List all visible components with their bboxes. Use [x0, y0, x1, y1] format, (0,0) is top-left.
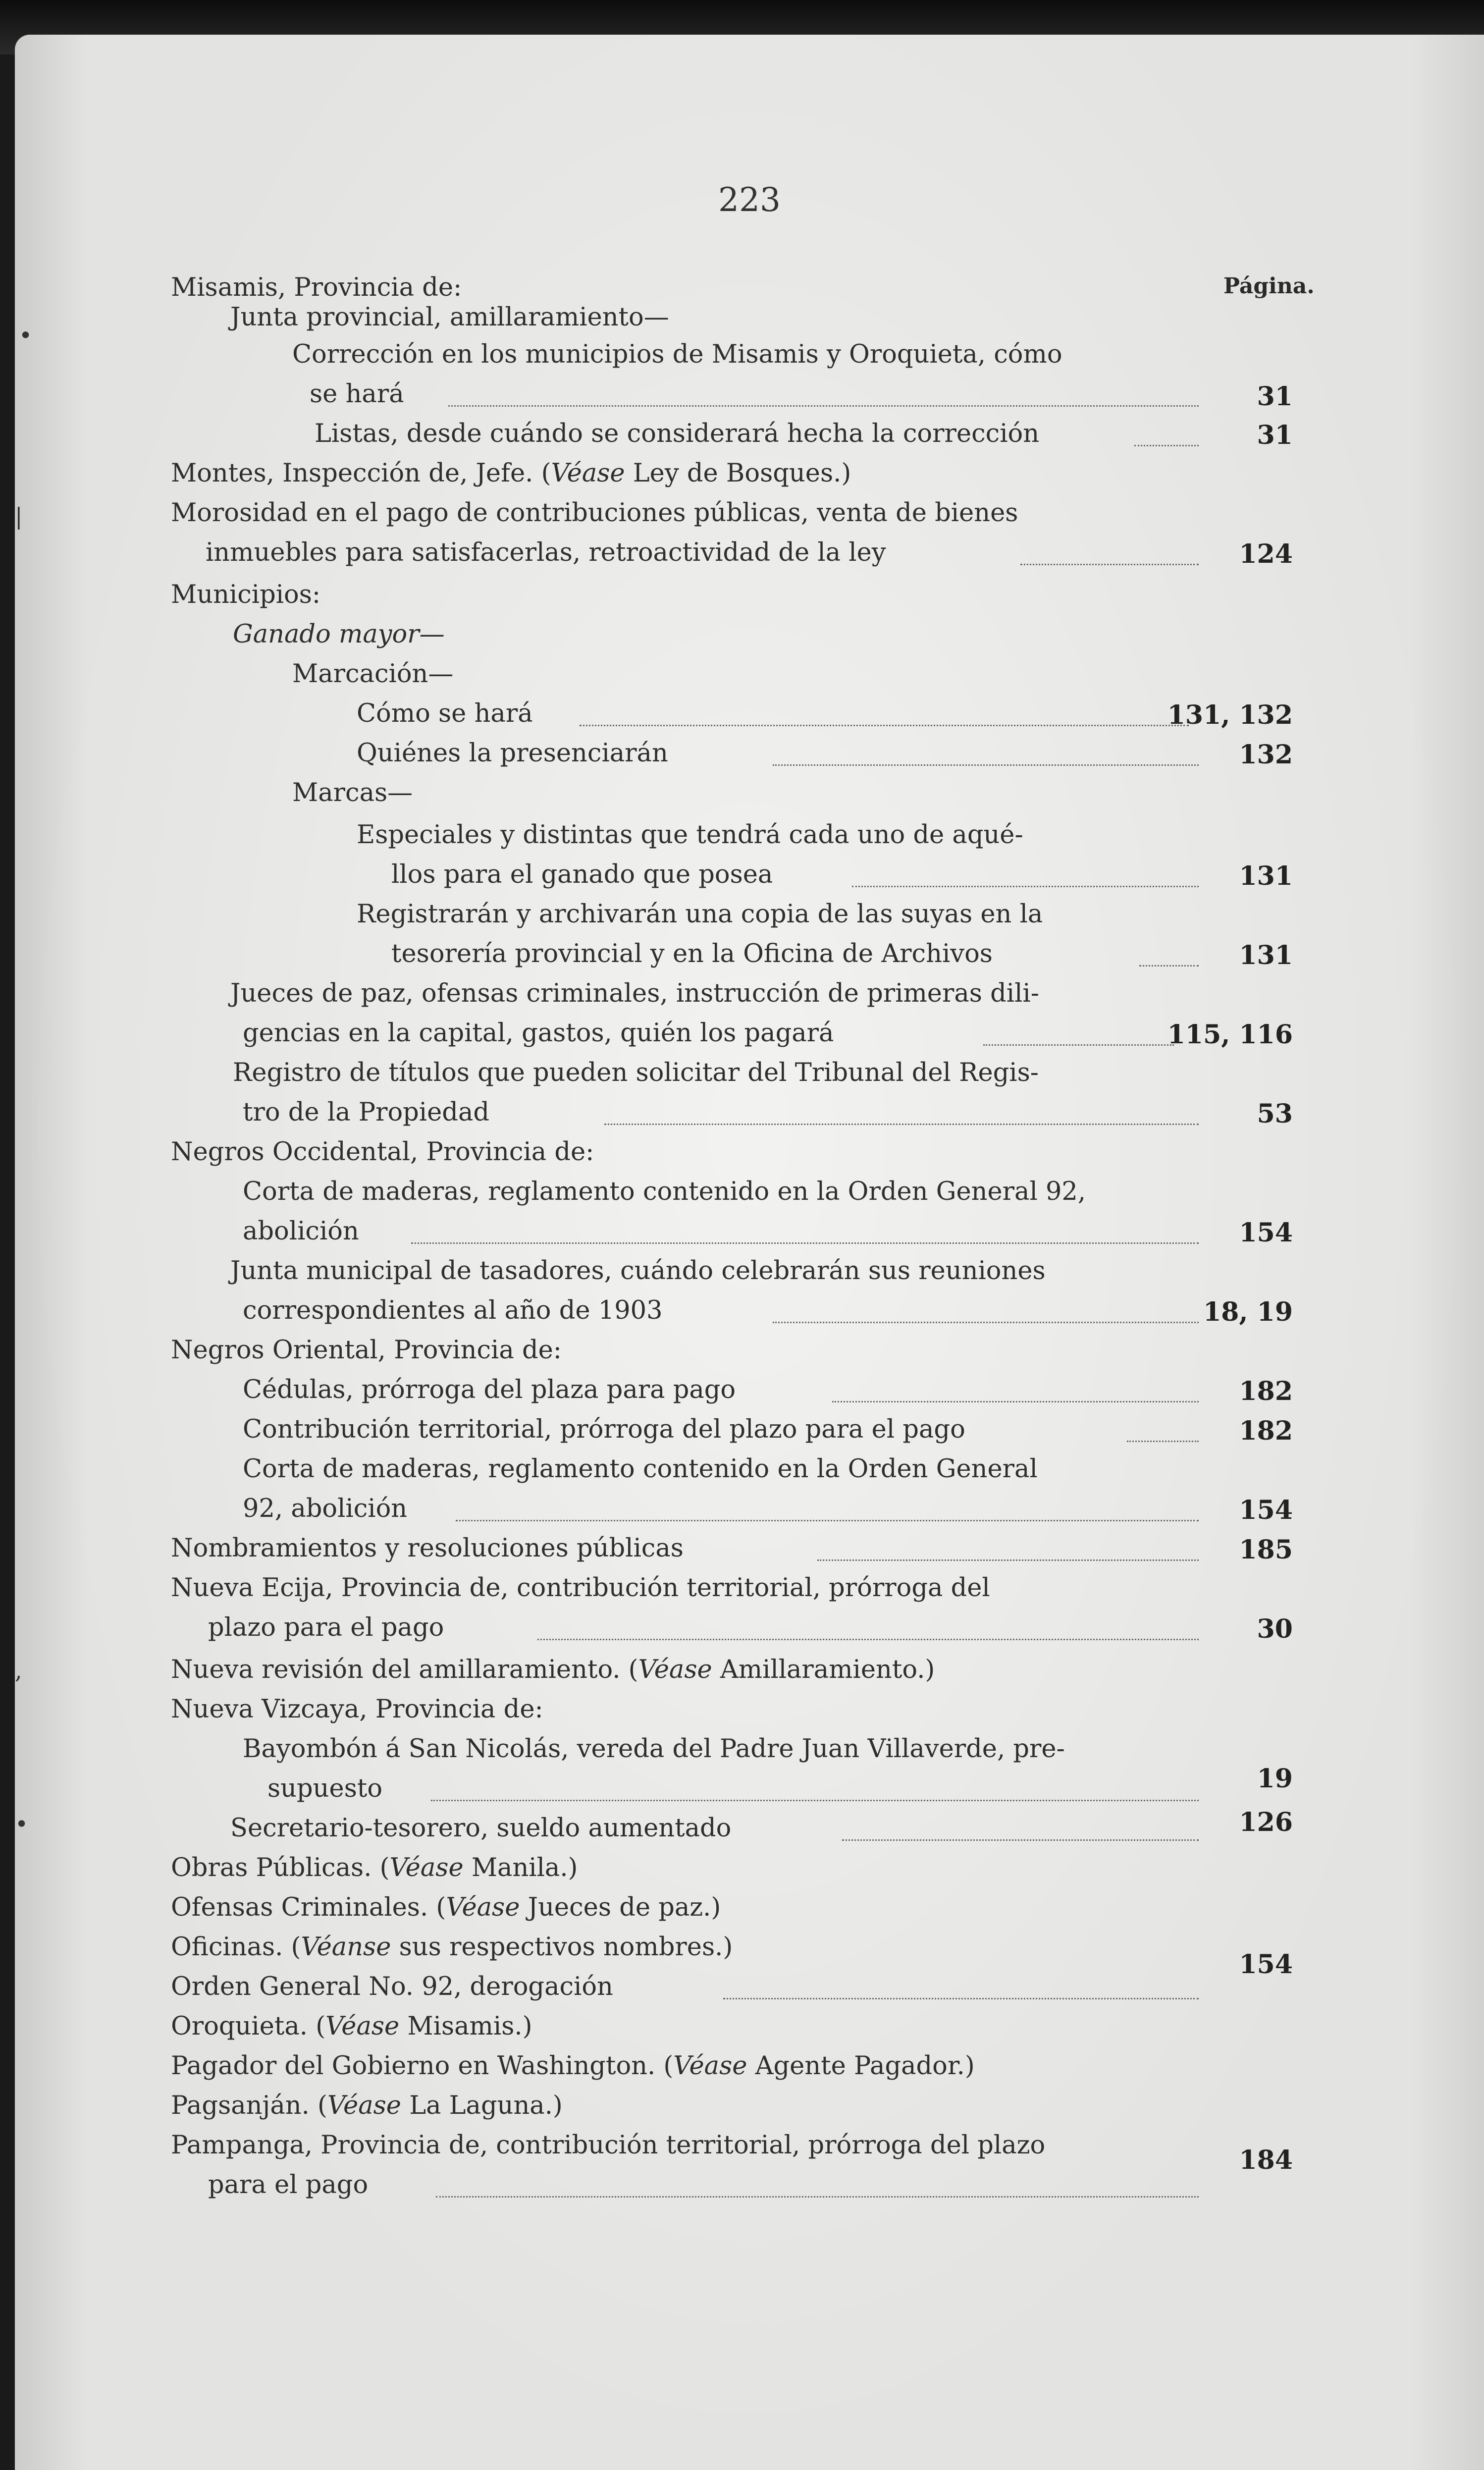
index-entry: gencias en la capital, gastos, quién los pagará — [243, 1019, 834, 1048]
dot-leader — [411, 1242, 1199, 1244]
index-entry: tesorería provincial y en la Oficina de Archivos — [391, 939, 993, 968]
index-entry: Pagsanján. (Véase La Laguna.) — [171, 2091, 563, 2120]
page-reference: 131 — [1239, 861, 1293, 891]
index-entry: Municipios: — [171, 580, 321, 609]
index-entry: 92, abolición — [243, 1494, 408, 1523]
page-reference: 131 — [1239, 940, 1293, 970]
index-entry: Corta de maderas, reglamento contenido en la Orden General — [243, 1454, 1038, 1484]
dot-leader — [1134, 445, 1199, 446]
margin-mark: • — [19, 322, 33, 349]
dot-leader — [773, 1322, 1199, 1323]
page-reference: 30 — [1257, 1614, 1293, 1644]
index-entry: llos para el ganado que posea — [391, 860, 773, 889]
index-entry: Junta provincial, amillaramiento— — [230, 303, 669, 332]
index-entry: Oroquieta. (Véase Misamis.) — [171, 2012, 532, 2041]
index-entry: Misamis, Provincia de: — [171, 273, 462, 302]
index-entry: tro de la Propiedad — [243, 1098, 489, 1127]
page-reference: 19 — [1257, 1764, 1293, 1794]
index-entry: Contribución territorial, prórroga del plazo para el pago — [243, 1415, 965, 1444]
dot-leader — [723, 1998, 1199, 1999]
page-reference: 182 — [1239, 1376, 1293, 1406]
page-reference: 124 — [1239, 539, 1293, 569]
index-entry: Listas, desde cuándo se considerará hecha la corrección — [315, 419, 1040, 448]
index-entry: Ofensas Criminales. (Véase Jueces de paz.) — [171, 1893, 721, 1922]
margin-mark: | — [15, 503, 23, 530]
index-entry: Orden General No. 92, derogación — [171, 1972, 613, 2001]
index-entry: Nombramientos y resoluciones públicas — [171, 1534, 684, 1563]
page-reference: 31 — [1257, 381, 1293, 412]
dot-leader — [852, 886, 1199, 887]
index-entry: Cómo se hará — [357, 699, 533, 728]
column-header-pagina: Página. — [1223, 273, 1315, 299]
page-reference: 182 — [1239, 1416, 1293, 1446]
index-entry: inmuebles para satisfacerlas, retroactividad de la ley — [206, 538, 886, 567]
dot-leader — [817, 1559, 1199, 1561]
index-entry: plazo para el pago — [208, 1613, 444, 1642]
index-entry: Montes, Inspección de, Jefe. (Véase Ley de Bosques.) — [171, 459, 851, 488]
index-entry: Corrección en los municipios de Misamis y Oroquieta, cómo — [292, 340, 1062, 369]
dot-leader — [773, 764, 1199, 766]
dot-leader — [436, 2196, 1199, 2198]
page-reference: 154 — [1239, 1218, 1293, 1248]
dot-leader — [537, 1639, 1199, 1640]
margin-mark: • — [15, 1811, 29, 1837]
index-entry: Marcación— — [292, 659, 454, 689]
dot-leader — [431, 1800, 1199, 1801]
dot-leader — [983, 1044, 1174, 1046]
dot-leader — [456, 1520, 1199, 1521]
dot-leader — [604, 1124, 1199, 1125]
page-reference: 131, 132 — [1167, 700, 1293, 730]
index-entry: abolición — [243, 1217, 359, 1246]
index-entry: Secretario-tesorero, sueldo aumentado — [230, 1814, 732, 1843]
page-reference: 53 — [1257, 1099, 1293, 1129]
index-entry: Nueva revisión del amillaramiento. (Véase Amillaramiento.) — [171, 1655, 935, 1684]
dot-leader — [832, 1401, 1199, 1402]
index-entry: Cédulas, prórroga del plaza para pago — [243, 1375, 736, 1404]
index-entry: Registrarán y archivarán una copia de las suyas en la — [357, 900, 1043, 929]
index-entry: Nueva Ecija, Provincia de, contribución territorial, prórroga del — [171, 1573, 990, 1603]
index-entry: Marcas— — [292, 778, 413, 807]
index-entry: supuesto — [267, 1774, 383, 1803]
dot-leader — [1139, 965, 1199, 967]
page-reference: 18, 19 — [1203, 1297, 1293, 1327]
dot-leader — [1020, 564, 1199, 565]
dot-leader — [448, 405, 1199, 407]
page-reference: 184 — [1239, 2145, 1293, 2175]
index-entry: Bayombón á San Nicolás, vereda del Padre Juan Villaverde, pre- — [243, 1734, 1065, 1764]
page-reference: 115, 116 — [1167, 1020, 1293, 1050]
page-reference: 185 — [1239, 1535, 1293, 1565]
page-reference: 31 — [1257, 420, 1293, 450]
index-entry: Obras Públicas. (Véase Manila.) — [171, 1853, 578, 1882]
index-entry: se hará — [310, 379, 404, 409]
page-reference: 154 — [1239, 1949, 1293, 1980]
index-entry: Negros Oriental, Provincia de: — [171, 1336, 562, 1365]
index-entry: Negros Occidental, Provincia de: — [171, 1137, 594, 1167]
page-reference: 132 — [1239, 740, 1293, 770]
index-entry: Nueva Vizcaya, Provincia de: — [171, 1695, 543, 1724]
dot-leader — [1127, 1441, 1199, 1442]
margin-mark: , — [15, 1657, 22, 1684]
index-entry: Jueces de paz, ofensas criminales, instrucción de primeras dili- — [230, 979, 1039, 1008]
index-entry: Quiénes la presenciarán — [357, 739, 668, 768]
index-entry: Corta de maderas, reglamento contenido en la Orden General 92, — [243, 1177, 1086, 1206]
dot-leader — [580, 725, 1189, 726]
page-reference: 126 — [1239, 1807, 1293, 1837]
index-entry: Registro de títulos que pueden solicitar del Tribunal del Regis- — [233, 1058, 1039, 1087]
index-entry: correspondientes al año de 1903 — [243, 1296, 663, 1325]
index-entry: Morosidad en el pago de contribuciones públicas, venta de bienes — [171, 498, 1018, 528]
page-reference: 154 — [1239, 1495, 1293, 1525]
page-number: 223 — [718, 181, 781, 219]
index-entry: Pagador del Gobierno en Washington. (Véase Agente Pagador.) — [171, 2051, 975, 2081]
index-entry: Oficinas. (Véanse sus respectivos nombres.) — [171, 1933, 733, 1962]
index-entry: Especiales y distintas que tendrá cada uno de aqué- — [357, 820, 1023, 850]
index-entry: para el pago — [208, 2170, 369, 2200]
index-entry: Ganado mayor— — [233, 620, 445, 649]
index-entry: Pampanga, Provincia de, contribución territorial, prórroga del plazo — [171, 2131, 1046, 2160]
dot-leader — [842, 1839, 1199, 1841]
index-entry: Junta municipal de tasadores, cuándo celebrarán sus reuniones — [230, 1256, 1046, 1286]
